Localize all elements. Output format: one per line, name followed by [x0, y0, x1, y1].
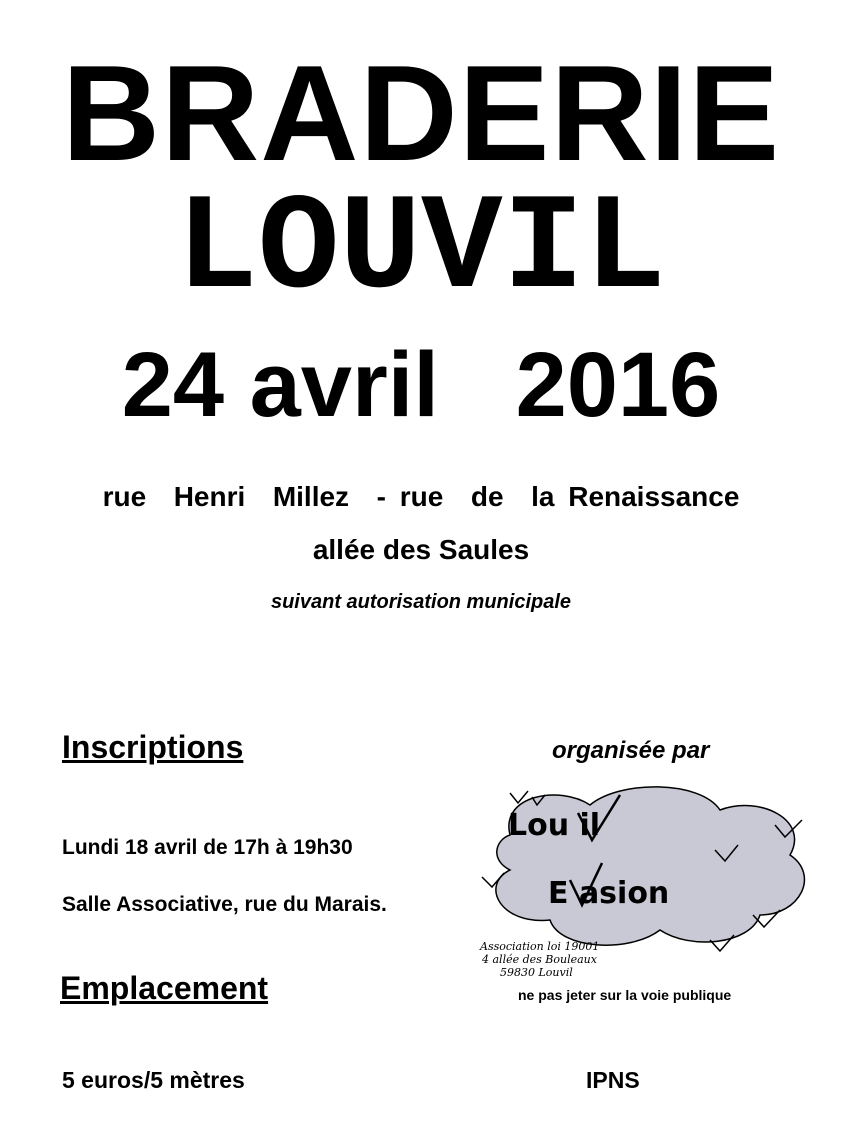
logo-text-evasion: E asion — [548, 876, 670, 911]
event-date: 24 avril 2016 — [121, 334, 721, 436]
organizer-label: organisée par — [552, 737, 710, 764]
title-braderie: BRADERIE — [61, 37, 781, 189]
authorization-note: suivant autorisation municipale — [270, 591, 572, 613]
inscriptions-heading: Inscriptions — [62, 729, 244, 765]
logo-address-line-3: 59830 Louvil — [500, 966, 573, 979]
title-louvil: LOUVIL — [176, 173, 666, 327]
logo-address-line-1: Association loi 19001 — [480, 940, 600, 953]
logo-text-louvil: Lou il — [508, 808, 601, 843]
inscriptions-date: Lundi 18 avril de 17h à 19h30 — [62, 836, 353, 859]
emplacement-price: 5 euros/5 mètres — [62, 1067, 245, 1093]
inscriptions-place: Salle Associative, rue du Marais. — [62, 893, 387, 916]
louvil-evasion-logo — [470, 775, 820, 985]
ipns-label: IPNS — [586, 1067, 640, 1093]
disposal-notice: ne pas jeter sur la voie publique — [518, 987, 732, 1003]
streets-line-1: rue Henri Millez - rue de la Renaissance — [102, 481, 740, 512]
logo-address-line-2: 4 allée des Bouleaux — [482, 953, 597, 966]
emplacement-heading: Emplacement — [60, 970, 269, 1006]
streets-line-2: allée des Saules — [312, 534, 530, 565]
